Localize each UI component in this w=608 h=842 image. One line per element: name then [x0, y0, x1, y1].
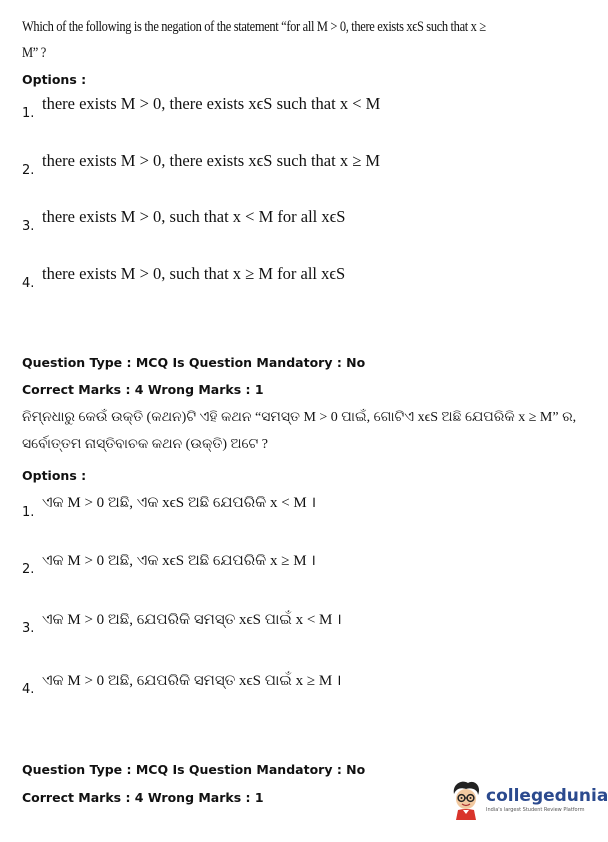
question-type-meta: Question Type : MCQ Is Question Mandatory : No — [22, 762, 366, 777]
marks-meta: Correct Marks : 4 Wrong Marks : 1 — [22, 382, 264, 397]
option-number: 2. — [22, 163, 35, 178]
student-mascot-icon — [448, 780, 484, 820]
collegedunia-logo — [448, 780, 608, 820]
option-text: there exists M > 0, there exists xϵS such that x < M — [42, 94, 381, 113]
option-number: 4. — [22, 276, 35, 291]
logo-wordmark: collegedunia — [486, 786, 608, 806]
options-label-or: Options : — [22, 468, 87, 483]
option-text: ଏକ M > 0 ଅଛି, ଯେପରିକି ସମସ୍ତ xϵS ପାଇଁ x ≥ M । — [42, 673, 342, 689]
option-number: 3. — [22, 621, 35, 636]
question-stem-en: Which of the following is the negation of the statement “for all M > 0, there exists xϵS such that x ≥ M” ? — [22, 19, 486, 61]
option-number: 4. — [22, 682, 35, 697]
option-number: 1. — [22, 106, 35, 121]
option-number: 2. — [22, 562, 35, 577]
option-text: there exists M > 0, such that x < M for all xϵS — [42, 207, 346, 226]
option-number: 1. — [22, 505, 35, 520]
option-text: ଏକ M > 0 ଅଛି, ଯେପରିକି ସମସ୍ତ xϵS ପାଇଁ x < M । — [42, 612, 342, 628]
option-text: there exists M > 0, such that x ≥ M for all xϵS — [42, 264, 346, 283]
option-number: 3. — [22, 219, 35, 234]
logo-tagline: India's largest Student Review Platform — [486, 807, 585, 813]
question-stem-or: ନିମ୍ନଧାରୁ କେଉଁ ଉକ୍ତି (କଥନ)ଟି ଏହି କଥନ “ସମସ୍ତ M > 0 ପାଇଁ, ଗୋଟିଏ xϵS ଅଛି ଯେପରିକି x ≥ M” ର, ସର୍ବୋତ୍ତମ ନାସ୍ତିବାଚକ କଥନ (ଉକ୍ତି) ଅଟେ ? — [22, 410, 577, 452]
option-text: there exists M > 0, there exists xϵS such that x ≥ M — [42, 151, 381, 170]
options-label-en: Options : — [22, 72, 87, 87]
option-text: ଏକ M > 0 ଅଛି, ଏକ xϵS ଅଛି ଯେପରିକି x ≥ M । — [42, 553, 316, 569]
marks-meta: Correct Marks : 4 Wrong Marks : 1 — [22, 790, 264, 805]
question-type-meta: Question Type : MCQ Is Question Mandatory : No — [22, 355, 366, 370]
option-text: ଏକ M > 0 ଅଛି, ଏକ xϵS ଅଛି ଯେପରିକି x < M । — [42, 495, 317, 511]
